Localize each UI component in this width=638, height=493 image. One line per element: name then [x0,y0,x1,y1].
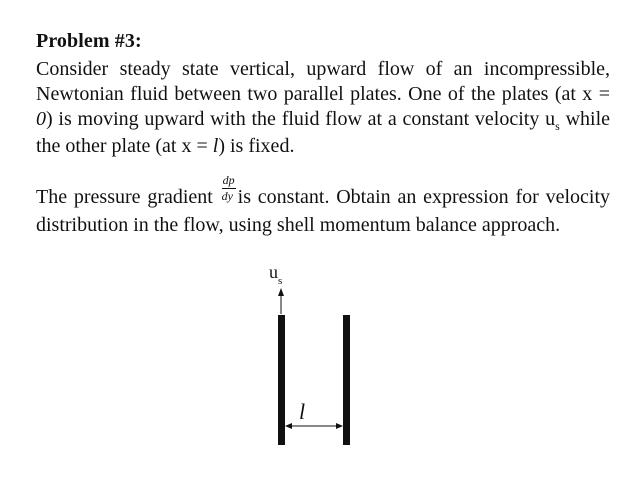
gap-arrow-right [336,423,343,429]
statement-text-1: Consider steady state vertical, upward flow of an incompressible, Newtonian fluid between two parallel plates. One of the plates (at x = [36,58,610,105]
x-l-value: l [212,135,219,157]
velocity-label-subscript: s [278,275,283,287]
gap-arrow-left [285,423,292,429]
velocity-label-main: u [269,262,278,282]
gap-label: l [299,399,306,424]
problem-title: Problem #3: [36,30,142,52]
statement-text-4: ) is fixed. [218,135,295,157]
statement-text-2: ) is moving upward with the fluid flow at a constant velocity u [46,108,556,130]
statement-text-3: while the other plate (at x = [36,108,610,157]
task-text-1: The pressure gradient [36,186,213,209]
velocity-subscript: s [555,119,560,133]
velocity-arrow-head [278,288,284,296]
fraction-numerator: dp [222,173,235,187]
fixed-plate [343,315,350,445]
velocity-label [269,262,283,287]
moving-plate [278,315,285,445]
task-text-2: is constant. Obtain an expression for velocity distribution in the flow, using shell momentum balance approach. [36,186,610,236]
fraction-denominator: dy [221,189,233,203]
x-zero-value: 0 [36,108,46,130]
